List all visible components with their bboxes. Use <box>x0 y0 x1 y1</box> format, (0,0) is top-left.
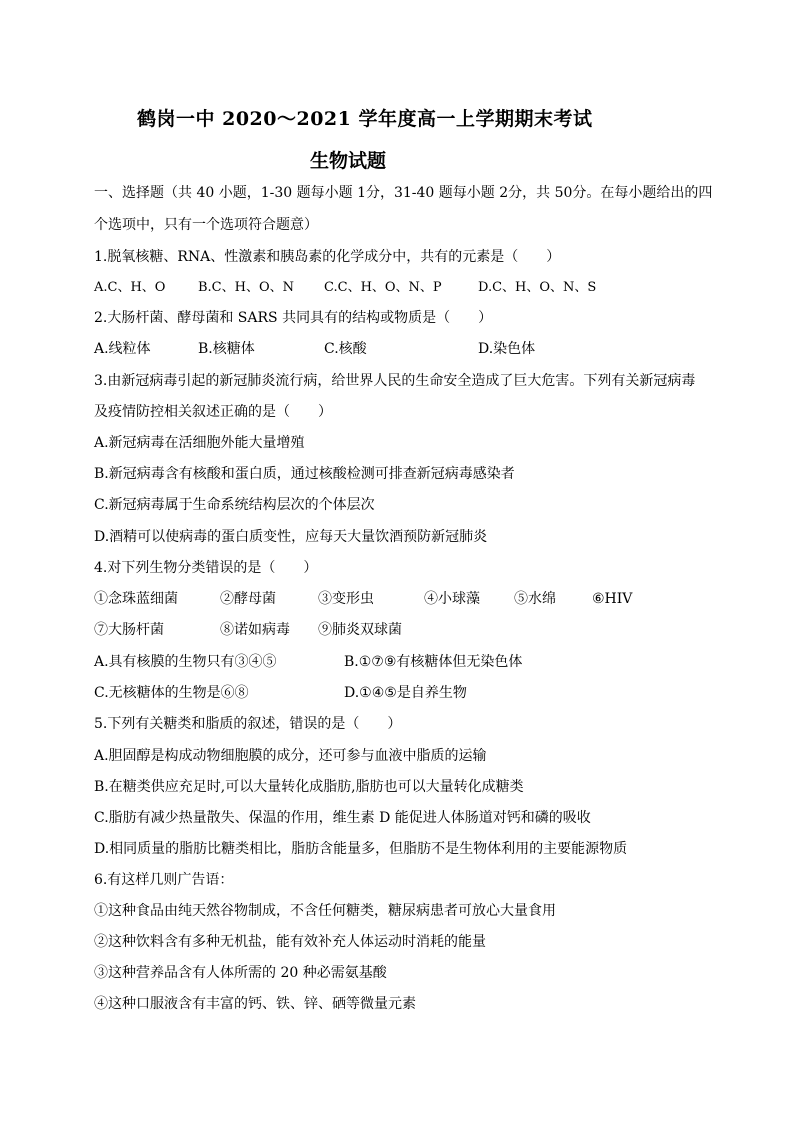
option-c: C.C、H、O、N、P <box>324 280 442 295</box>
question-2-stem: 2.大肠杆菌、酵母菌和 SARS 共同具有的结构或物质是（ ） <box>94 310 493 326</box>
option-a: A.C、H、O <box>94 280 166 295</box>
question-6-item-2: ②这种饮料含有多种无机盐，能有效补充人体运动时消耗的能量 <box>94 934 486 950</box>
option-c: C.核酸 <box>324 341 367 357</box>
organism-item: ①念珠蓝细菌 <box>94 591 178 607</box>
section-intro-line-1: 一、选择题（共 40 小题，1-30 题每小题 1分，31-40 题每小题 2分，共 50分。在每小题给出的四 <box>94 185 713 201</box>
question-5-option-d: D.相同质量的脂肪比糖类相比，脂肪含能量多，但脂肪不是生物体利用的主要能源物质 <box>94 841 628 857</box>
organism-item: ④小球藻 <box>424 591 480 607</box>
organism-item: ⑦大肠杆菌 <box>94 622 164 638</box>
question-5-stem: 5.下列有关糖类和脂质的叙述，错误的是（ ） <box>94 716 402 732</box>
question-4-stem: 4.对下列生物分类错误的是（ ） <box>94 560 318 576</box>
organism-item: ⑨肺炎双球菌 <box>318 622 402 638</box>
page-title: 鹤岗一中 2020～2021 学年度高一上学期期末考试 <box>137 108 593 130</box>
option-a: A.线粒体 <box>94 341 151 357</box>
option-a: A.具有核膜的生物只有③④⑤ <box>94 654 277 670</box>
option-d: D.染色体 <box>478 341 536 357</box>
question-6-item-4: ④这种口服液含有丰富的钙、铁、锌、硒等微量元素 <box>94 996 416 1012</box>
option-d: D.C、H、O、N、S <box>478 280 597 295</box>
option-d: D.①④⑤是自养生物 <box>344 685 467 701</box>
question-5-option-b: B.在糖类供应充足时,可以大量转化成脂肪,脂肪也可以大量转化成糖类 <box>94 779 524 795</box>
organism-item: ⑤水绵 <box>514 591 556 607</box>
question-3-stem-line-2: 及疫情防控相关叙述正确的是（ ） <box>94 404 332 420</box>
question-3-option-b: B.新冠病毒含有核酸和蛋白质，通过核酸检测可排查新冠病毒感染者 <box>94 466 515 482</box>
option-c: C.无核糖体的生物是⑥⑧ <box>94 685 249 701</box>
question-1-stem: 1.脱氧核糖、RNA、性激素和胰岛素的化学成分中，共有的元素是（ ） <box>94 249 561 265</box>
option-b: B.C、H、O、N <box>198 280 295 295</box>
question-3-option-c: C.新冠病毒属于生命系统结构层次的个体层次 <box>94 497 375 513</box>
question-5-option-c: C.脂肪有减少热量散失、保温的作用，维生素 D 能促进人体肠道对钙和磷的吸收 <box>94 810 591 826</box>
question-3-stem-line-1: 3.由新冠病毒引起的新冠肺炎流行病，给世界人民的生命安全造成了巨大危害。下列有关新冠病毒 <box>94 373 696 389</box>
option-b: B.核糖体 <box>198 341 255 357</box>
question-6-item-3: ③这种营养品含有人体所需的 20 种必需氨基酸 <box>94 965 387 981</box>
option-b: B.①⑦⑨有核糖体但无染色体 <box>344 654 523 670</box>
question-6-stem: 6.有这样几则广告语： <box>94 872 234 888</box>
question-5-option-a: A.胆固醇是构成动物细胞膜的成分，还可参与血液中脂质的运输 <box>94 748 487 764</box>
organism-item: ③变形虫 <box>318 591 374 607</box>
organism-item: ②酵母菌 <box>220 591 276 607</box>
section-intro-line-2: 个选项中，只有一个选项符合题意） <box>94 217 318 233</box>
question-3-option-d: D.酒精可以使病毒的蛋白质变性，应每天大量饮酒预防新冠肺炎 <box>94 529 488 545</box>
page-subtitle: 生物试题 <box>310 150 387 172</box>
organism-item: ⑧诺如病毒 <box>220 622 290 638</box>
organism-item: ⑥HIV <box>592 591 633 607</box>
question-3-option-a: A.新冠病毒在活细胞外能大量增殖 <box>94 435 305 451</box>
question-6-item-1: ①这种食品由纯天然谷物制成，不含任何糖类，糖尿病患者可放心大量食用 <box>94 903 556 919</box>
